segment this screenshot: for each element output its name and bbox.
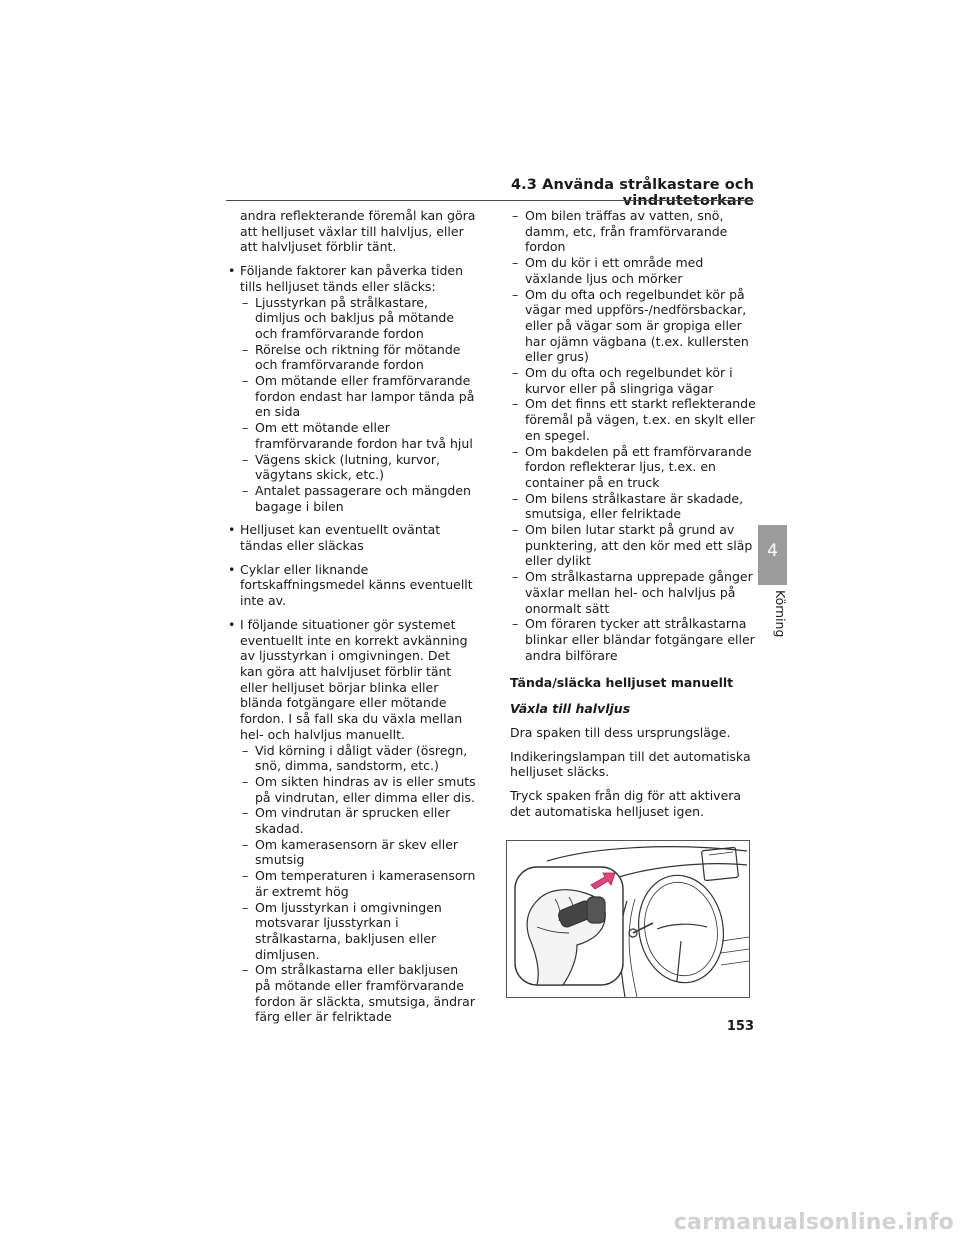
list-item: [228, 900, 476, 963]
list-item: [510, 396, 760, 443]
list-item-text: Antalet passagerare och mängden bagage i bilen: [255, 482, 471, 514]
bullet-situations: [228, 617, 476, 743]
chapter-label-text: Körning: [773, 590, 788, 638]
chapter-label: [756, 590, 788, 670]
bullet-marker: •: [228, 522, 236, 538]
right-column: [510, 208, 760, 827]
continued-list: [510, 208, 760, 663]
bullet-text: I följande situationer gör systemet eventuellt inte en korrekt avkänning av ljusstyrkan i omgivningen. Det kan göra att halvljuset förblir tänt eller helljuset börjar blinka eller blända fotgängare eller mötande fordon. I så fall ska du växla mellan hel- och halvljus manuellt.: [240, 616, 468, 742]
list-item-text: Om ljusstyrkan i omgivningen motsvarar ljusstyrkan i strålkastarna, bakljusen eller dimljusen.: [255, 899, 442, 962]
list-item-text: Om temperaturen i kamerasensorn är extremt hög: [255, 868, 476, 899]
list-item: [228, 805, 476, 836]
list-item-text: Om bilen träffas av vatten, snö, damm, etc, från framförvarande fordon: [525, 208, 728, 255]
dash-marker: –: [242, 899, 249, 915]
list-item: [510, 522, 760, 569]
dash-marker: –: [242, 836, 249, 852]
dash-marker: –: [512, 490, 519, 506]
list-item-text: Rörelse och riktning för mötande och framförvarande fordon: [255, 341, 461, 373]
dash-marker: –: [242, 420, 249, 436]
dash-marker: –: [242, 373, 249, 389]
list-item: [510, 365, 760, 396]
bullet-unexpected: [228, 522, 476, 553]
list-item: [228, 743, 476, 774]
dash-marker: –: [242, 294, 249, 310]
bullet-cyclists: [228, 562, 476, 609]
list-item-text: Vägens skick (lutning, kurvor, vägytans skick, etc.): [255, 451, 441, 483]
header-title: 4.3 Använda strålkastare och vindrutetorkare: [510, 177, 754, 209]
list-item: [228, 483, 476, 514]
list-item-text: Om strålkastarna upprepade gånger växlar mellan hel- och halvljus på onormalt sätt: [525, 569, 753, 616]
list-item-text: Om det finns ett starkt reflekterande föremål på vägen, t.ex. en skylt eller en spegel.: [525, 396, 756, 443]
lever-illustration: [506, 840, 750, 998]
list-item-text: Om strålkastarna eller bakljusen på mötande eller framförvarande fordon är släckta, smutsiga, ändrar färg eller är felriktade: [255, 962, 475, 1025]
paragraph: Dra spaken till dess ursprungsläge.: [510, 724, 731, 740]
dash-marker: –: [512, 396, 519, 412]
list-item: [510, 491, 760, 522]
dashboard-lever-drawing: [507, 841, 749, 997]
list-item-text: Om bakdelen på ett framförvarande fordon reflekterar ljus, t.ex. en container på en truck: [525, 443, 752, 490]
dash-marker: –: [512, 365, 519, 381]
factor-list: [228, 295, 476, 515]
dash-marker: –: [512, 616, 519, 632]
list-item: [228, 452, 476, 483]
intro-paragraph: andra reflekterande föremål kan göra att helljuset växlar till halvljus, eller att halvljuset förblir tänt.: [240, 208, 476, 255]
paragraph: Tryck spaken från dig för att aktivera det automatiska helljuset igen.: [510, 787, 742, 819]
dash-marker: –: [242, 962, 249, 978]
bullet-marker: •: [228, 561, 236, 577]
dash-marker: –: [242, 805, 249, 821]
dash-marker: –: [512, 208, 519, 223]
list-item: [228, 342, 476, 373]
list-item-text: Om ett mötande eller framförvarande fordon har två hjul: [255, 420, 473, 451]
bullet-text: Helljuset kan eventuellt oväntat tändas eller släckas: [240, 522, 441, 554]
list-item-text: Ljusstyrkan på strålkastare, dimljus och bakljus på mötande och framförvarande fordon: [255, 294, 455, 341]
dash-marker: –: [242, 742, 249, 758]
list-item-text: Om mötande eller framförvarande fordon endast har lampor tända på en sida: [255, 373, 475, 420]
list-item: [228, 962, 476, 1025]
list-item-text: Om föraren tycker att strålkastarna blinkar eller bländar fotgängare eller andra bilförare: [525, 616, 755, 663]
list-item: [228, 868, 476, 899]
section-heading: Tända/släcka helljuset manuellt: [510, 675, 734, 691]
list-item-text: Vid körning i dåligt väder (ösregn, snö, dimma, sandstorm, etc.): [255, 742, 468, 774]
list-item: [510, 255, 760, 286]
list-item-text: Om kamerasensorn är skev eller smutsig: [255, 836, 459, 868]
list-item: [510, 444, 760, 491]
list-item: [228, 774, 476, 805]
bullet-marker: •: [228, 263, 236, 279]
list-item: [510, 616, 760, 663]
subsection-heading: Växla till halvljus: [510, 701, 631, 717]
list-item-text: Om bilens strålkastare är skadade, smutsiga, eller felriktade: [525, 490, 744, 522]
dash-marker: –: [242, 482, 249, 498]
dash-marker: –: [512, 286, 519, 302]
dash-marker: –: [512, 569, 519, 585]
list-item-text: Om du ofta och regelbundet kör i kurvor eller på slingriga vägar: [525, 365, 733, 396]
list-item-text: Om du ofta och regelbundet kör på vägar med uppförs-/nedförsbackar, eller på vägar som är gropiga eller har ojämn vägbana (t.ex. kullersten eller grus): [525, 286, 749, 365]
bullet-factors: [228, 263, 476, 294]
dash-marker: –: [242, 451, 249, 467]
bullet-text: Cyklar eller liknande fortskaffningsmedel känns eventuellt inte av.: [240, 561, 473, 609]
header-rule: [226, 200, 754, 201]
dash-marker: –: [512, 522, 519, 538]
list-item-text: Om du kör i ett område med växlande ljus och mörker: [525, 255, 704, 286]
list-item: [510, 287, 760, 366]
list-item-text: Om sikten hindras av is eller smuts på vindrutan, eller dimma eller dis.: [255, 773, 476, 805]
dash-marker: –: [512, 443, 519, 459]
left-column: [228, 208, 476, 1025]
bullet-marker: •: [228, 616, 236, 632]
page-number: 153: [726, 1019, 754, 1034]
bullet-text: Följande faktorer kan påverka tiden tills helljuset tänds eller släcks:: [240, 263, 464, 294]
situation-list: [228, 743, 476, 1026]
list-item: [510, 208, 760, 255]
list-item-text: Om vindrutan är sprucken eller skadad.: [255, 805, 451, 837]
list-item: [228, 373, 476, 420]
paragraph: Indikeringslampan till det automatiska helljuset släcks.: [510, 748, 751, 780]
list-item-text: Om bilen lutar starkt på grund av punktering, att den kör med ett släp eller dylikt: [525, 522, 753, 569]
dash-marker: –: [242, 868, 249, 884]
dash-marker: –: [512, 255, 519, 271]
chapter-number: 4: [767, 541, 778, 561]
list-item: [228, 295, 476, 342]
dash-marker: –: [242, 773, 249, 789]
list-item: [228, 420, 476, 451]
list-item: [510, 569, 760, 616]
dash-marker: –: [242, 341, 249, 357]
list-item: [228, 837, 476, 868]
watermark: carmanualsonline.info: [673, 1210, 954, 1235]
